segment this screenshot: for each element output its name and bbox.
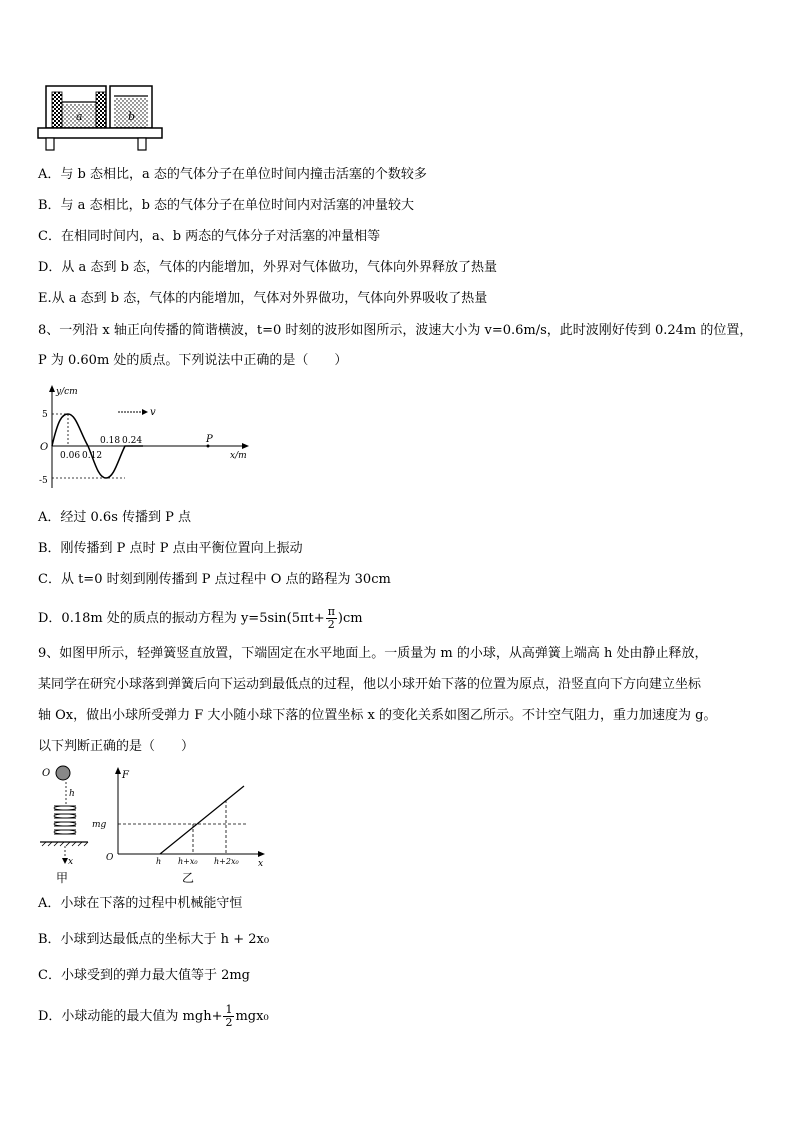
fig8-ytick-neg: -5 (39, 476, 48, 486)
q9-option-d (38, 1004, 269, 1029)
q9-stem-line4: 以下判断正确的是（ ） (38, 739, 195, 754)
q7-cylinder-figure (36, 78, 166, 154)
q9-stem-line2: 某同学在研究小球落到弹簧后向下运动到最低点的过程，他以小球开始下落的位置为原点，沿竖直向下方向建立坐标 (38, 677, 702, 692)
fig9-yi-label: 乙 (182, 871, 195, 885)
fig9-f-label: F (122, 770, 129, 781)
fig9-origin-label: O (106, 853, 114, 863)
fig9-xaxis-label: x (258, 859, 264, 869)
q9-d-prefix: D．小球动能的最大值为 mgh+ (38, 1009, 223, 1024)
fig9-h-label: h (69, 789, 75, 799)
fig8-xtick-012: 0.12 (82, 451, 103, 461)
q7-option-a: A．与 b 态相比，a 态的气体分子在单位时间内撞击活塞的个数较多 (38, 167, 427, 182)
q9-d-denominator: 2 (225, 1016, 233, 1029)
q8-d-prefix: D．0.18m 处的质点的振动方程为 y=5sin(5πt+ (38, 611, 325, 626)
q9-d-numerator: 1 (225, 1003, 233, 1016)
fig9-xtick-h2x0: h+2x₀ (214, 857, 239, 866)
fig8-v-label: v (150, 407, 156, 418)
fig9-xtick-h: h (156, 857, 162, 866)
fig9-jia-label: 甲 (56, 871, 69, 885)
q8-d-numerator: π (327, 605, 335, 618)
q8-option-d (38, 606, 363, 631)
q9-d-suffix: mgx₀ (235, 1009, 269, 1024)
q9-stem-line1: 9、如图甲所示，轻弹簧竖直放置，下端固定在水平地面上。一质量为 m 的小球，从高弹簧上端高 h 处由静止释放， (38, 646, 708, 661)
q8-option-b: B．刚传播到 P 点时 P 点由平衡位置向上振动 (38, 541, 303, 556)
q9-stem-line3: 轴 Ox，做出小球所受弹力 F 大小随小球下落的位置坐标 x 的变化关系如图乙所示。不计空气阻力，重力加速度为 g。 (38, 708, 717, 723)
q9-option-b: B．小球到达最低点的坐标大于 h + 2x₀ (38, 932, 270, 947)
fig9-xtick-hx0: h+x₀ (178, 857, 198, 866)
q7-option-c: C．在相同时间内，a、b 两态的气体分子对活塞的冲量相等 (38, 229, 381, 244)
fig9-x-label: x (68, 857, 74, 867)
fig8-origin: O (40, 442, 49, 453)
fig8-p-label: P (206, 434, 213, 445)
fig9-mg-label: mg (92, 820, 107, 830)
q9-option-c: C．小球受到的弹力最大值等于 2mg (38, 968, 250, 983)
q8-option-c: C．从 t=0 时刻到刚传播到 P 点过程中 O 点的路程为 30cm (38, 572, 391, 587)
fig7-label-b: b (128, 110, 136, 123)
q8-option-a: A．经过 0.6s 传播到 P 点 (38, 510, 192, 525)
fig8-xtick-024: 0.24 (122, 436, 143, 446)
q8-d-fraction (326, 606, 337, 631)
q9-figure (36, 764, 276, 886)
q8-d-denominator: 2 (327, 618, 335, 631)
fig9-o-label: O (42, 768, 51, 779)
fig8-xtick-006: 0.06 (60, 451, 81, 461)
q9-option-a: A．小球在下落的过程中机械能守恒 (38, 896, 243, 911)
q8-wave-figure (36, 382, 256, 494)
fig8-ylabel: y/cm (56, 387, 78, 397)
q8-stem-line1: 8、一列沿 x 轴正向传播的简谐横波，t=0 时刻的波形如图所示，波速大小为 v=0.6m/s，此时波刚好传到 0.24m 的位置， (38, 323, 753, 338)
fig8-xlabel: x/m (230, 451, 247, 461)
fig8-xtick-018: 0.18 (100, 436, 121, 446)
q9-d-fraction (223, 1004, 234, 1029)
q8-d-suffix: )cm (337, 611, 363, 626)
q8-stem-line2: P 为 0.60m 处的质点。下列说法中正确的是（ ） (38, 353, 348, 368)
fig7-label-a: a (76, 110, 83, 123)
q7-option-e: E.从 a 态到 b 态，气体的内能增加，气体对外界做功，气体向外界吸收了热量 (38, 291, 488, 306)
q7-option-d: D．从 a 态到 b 态，气体的内能增加，外界对气体做功，气体向外界释放了热量 (38, 260, 498, 275)
fig8-ytick-pos: 5 (42, 410, 48, 420)
q7-option-b: B．与 a 态相比，b 态的气体分子在单位时间内对活塞的冲量较大 (38, 198, 415, 213)
